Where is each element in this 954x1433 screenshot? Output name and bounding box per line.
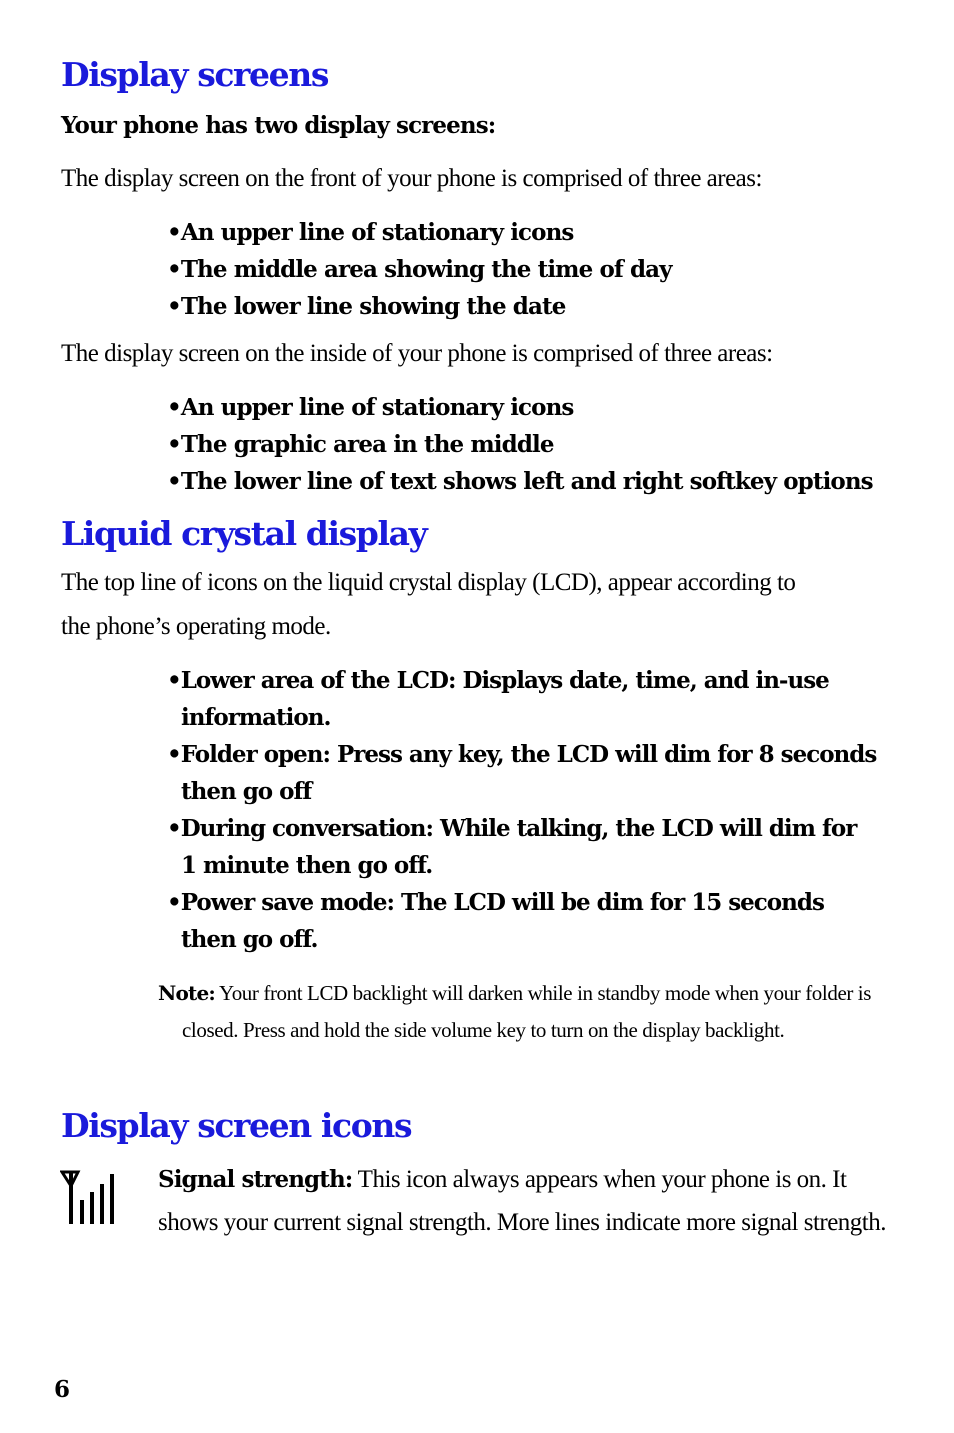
list-item: • The lower line showing the date	[167, 288, 672, 325]
page-number: 6	[54, 1376, 71, 1403]
list-item: • An upper line of stationary icons	[167, 214, 672, 251]
front-screen-list	[167, 214, 672, 325]
inside-screen-list	[167, 389, 873, 500]
list-item: • An upper line of stationary icons	[167, 389, 873, 426]
signal-strength-description	[158, 1158, 893, 1244]
list-item: • Lower area of the LCD: Displays date, time, and in-use information.	[167, 662, 877, 736]
two-screens-intro: Your phone has two display screens:	[61, 112, 496, 139]
list-item: • During conversation: While talking, the LCD will dim for 1 minute then go off.	[167, 810, 877, 884]
lcd-intro-line-2: the phone’s operating mode.	[61, 613, 331, 640]
inside-screen-intro: The display screen on the inside of your phone is comprised of three areas:	[61, 340, 773, 367]
list-item: • The middle area showing the time of day	[167, 251, 672, 288]
list-item: • Folder open: Press any key, the LCD will dim for 8 seconds then go off	[167, 736, 877, 810]
signal-strength-icon	[60, 1170, 124, 1226]
list-item: • Power save mode: The LCD will be dim for 15 seconds then go off.	[167, 884, 877, 958]
signal-strength-text: This icon always appears when your phone is on. It shows your current signal strength. More lines indicate more signal strength.	[158, 1166, 887, 1236]
lcd-intro-line-1: The top line of icons on the liquid crystal display (LCD), appear according to	[61, 569, 796, 596]
note-label: Note:	[158, 981, 215, 1005]
heading-display-screen-icons: Display screen icons	[61, 1106, 412, 1145]
note-text: Your front LCD backlight will darken while in standby mode when your folder is closed. Press and hold the side volume key to turn on the display backlight.	[182, 981, 872, 1042]
backlight-note	[158, 975, 912, 1049]
front-screen-intro: The display screen on the front of your phone is comprised of three areas:	[61, 165, 762, 192]
list-item: • The graphic area in the middle	[167, 426, 873, 463]
list-item: • The lower line of text shows left and right softkey options	[167, 463, 873, 500]
signal-strength-label: Signal strength:	[158, 1166, 353, 1193]
heading-liquid-crystal-display: Liquid crystal display	[61, 514, 427, 553]
lcd-mode-list	[167, 662, 877, 958]
heading-display-screens: Display screens	[61, 55, 329, 94]
